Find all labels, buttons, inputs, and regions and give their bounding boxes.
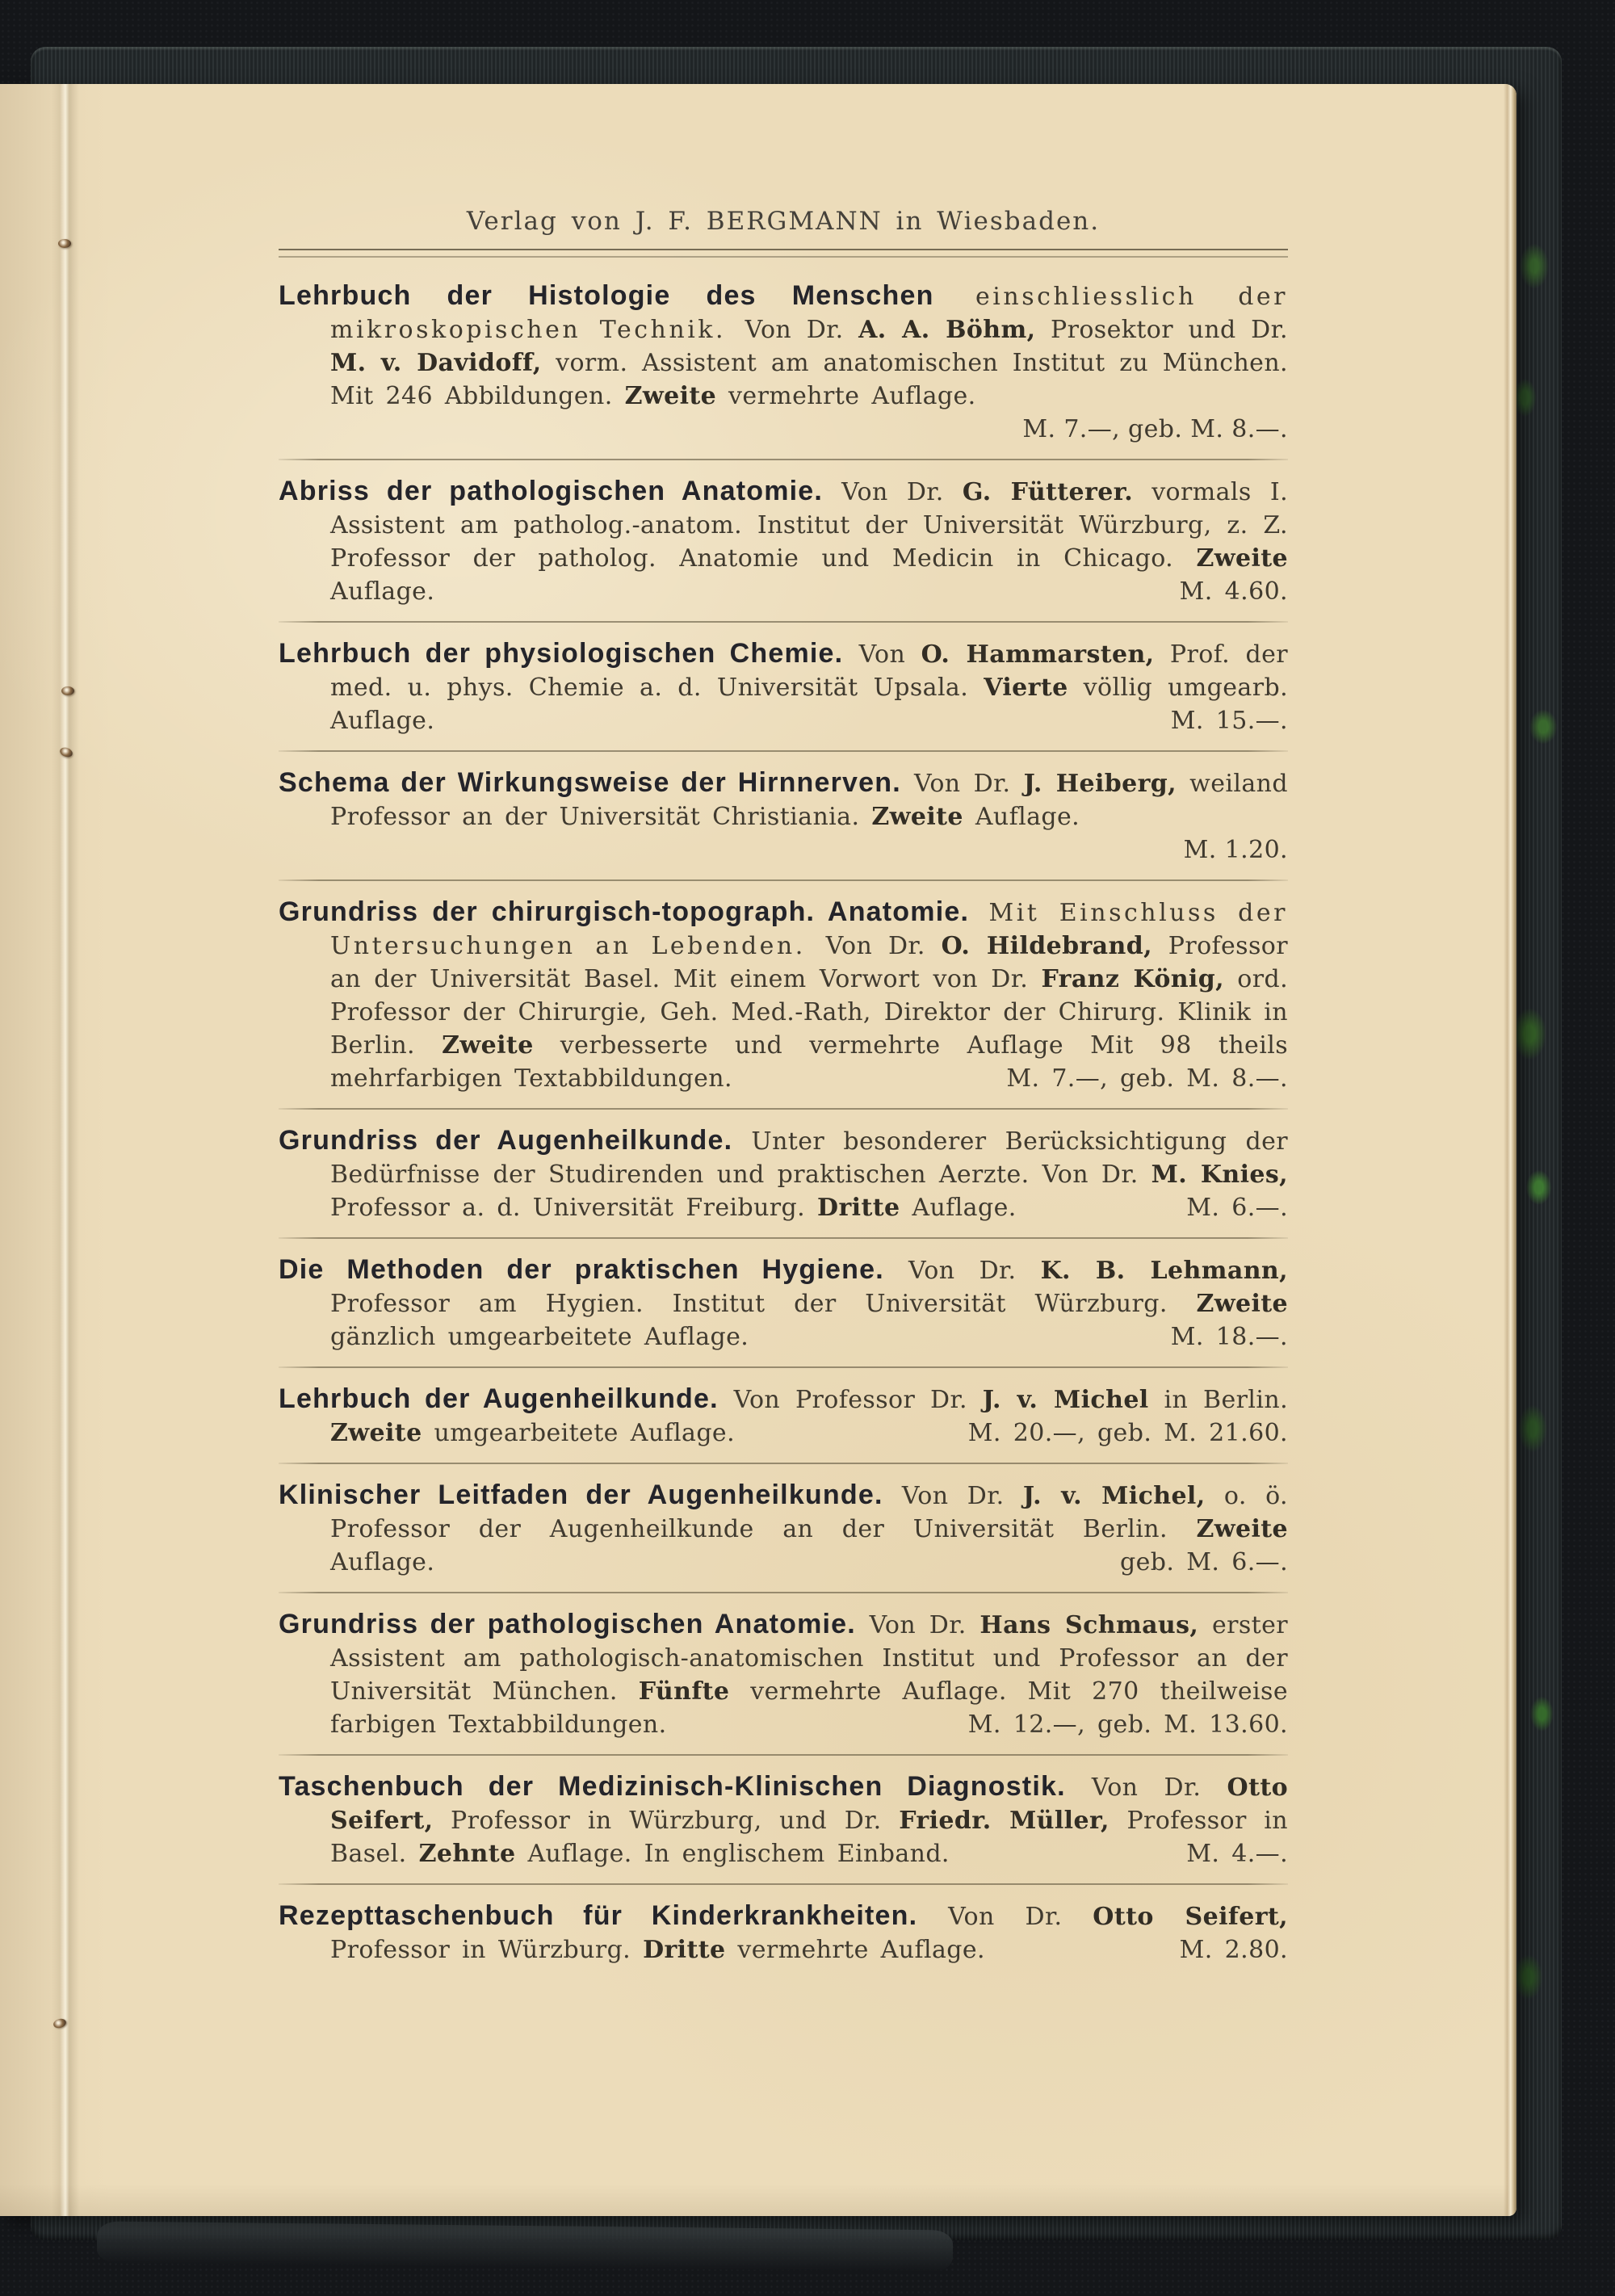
entry-body (279, 638, 1288, 737)
entry-price: M. 4.—. (1186, 1840, 1288, 1868)
entry-text: vermehrte Auflage. Mit 270 theilweise farbigen Textabbildungen. (330, 1677, 1288, 1739)
entry-text: Auflage. (963, 803, 1080, 831)
entry-text: vorm. Assistent am anatomischen Institut zu München. Mit 246 Abbildungen. (330, 349, 1288, 410)
entry-body (279, 767, 1288, 833)
entry-text: Von Dr. (825, 932, 942, 960)
entry-text: Von Professor Dr. (718, 1386, 983, 1414)
book-cover-bottom-edge (97, 2221, 953, 2272)
entry-price: M. 7.—, geb. M. 8.—. (1022, 415, 1288, 443)
entry-divider (279, 1754, 1288, 1756)
catalog-entry (279, 767, 1288, 867)
entry-text: Von (843, 640, 921, 669)
entry-text: M. v. Davidoff, (330, 349, 542, 377)
catalog-entry (279, 1383, 1288, 1450)
rule-line (279, 256, 1288, 258)
page-content (279, 205, 1288, 1967)
entry-divider (279, 1237, 1288, 1239)
entry-text: Otto Seifert, (330, 1773, 1288, 1835)
entry-body (279, 1254, 1288, 1354)
entry-text: vermehrte Auflage. (725, 1936, 985, 1964)
entry-price: M. 1.20. (1183, 836, 1288, 864)
entry-text: ord. Professor der Chirurgie, Geh. Med.-Rath, Direktor der Chirurg. Klinik in Berlin. (330, 965, 1289, 1060)
entry-price: M. 18.—. (1170, 1323, 1288, 1351)
binding-stitch-hole (58, 239, 71, 248)
entry-title: Taschenbuch der Medizinisch-Klinischen Diagnostik. (279, 1771, 1066, 1802)
entry-body (279, 1125, 1288, 1224)
entry-text: Von Dr. (900, 770, 1024, 798)
entry-text: Zweite (442, 1031, 534, 1060)
entry-text: Von Dr. (883, 1257, 1041, 1285)
entry-text: Zweite (1196, 544, 1288, 573)
entry-text: Auflage. (330, 1548, 435, 1576)
entry-text: Auflage. In englischem Einband. (515, 1840, 950, 1868)
entry-body (279, 476, 1288, 608)
catalog-entry (279, 280, 1288, 446)
catalog-entry (279, 1609, 1288, 1741)
entry-text: Professor in Basel. (330, 1807, 1289, 1868)
entry-text: Zweite (330, 1419, 422, 1447)
entry-text: Otto Seifert, (1093, 1903, 1289, 1931)
entry-price: M. 15.—. (1170, 707, 1288, 735)
entry-text: Zweite (624, 382, 717, 410)
book-page (0, 84, 1516, 2216)
entry-body (279, 896, 1288, 1095)
entry-text: Zweite (871, 803, 963, 831)
entry-text: Zweite (1196, 1290, 1288, 1318)
entry-text: gänzlich umgearbeitete Auflage. (330, 1323, 749, 1351)
entry-title: Klinischer Leitfaden der Augenheilkunde. (279, 1480, 883, 1510)
entry-text: völlig umgearb. Auflage. (330, 674, 1289, 735)
entry-body (279, 1383, 1288, 1450)
page-fold-crease (52, 84, 79, 2216)
entry-text: J. Heiberg, (1023, 770, 1177, 798)
catalog-entry (279, 1125, 1288, 1224)
entry-title: Lehrbuch der physiologischen Chemie. (279, 638, 844, 669)
entry-text: Von Dr. (823, 478, 963, 506)
entry-text: Professor in Würzburg, und Dr. (433, 1807, 900, 1835)
entry-text: M. Knies, (1151, 1161, 1289, 1189)
entry-text: umgearbeitete Auflage. (422, 1419, 736, 1447)
entry-divider (279, 1366, 1288, 1368)
entry-text: o. ö. Professor der Augenheilkunde an der Universität Berlin. (330, 1482, 1288, 1543)
binding-stitch-hole (61, 686, 74, 695)
entry-text: Unter besonderer Berücksichtigung der Bedürfnisse der Studirenden und praktischen Aerzte. Von Dr. (330, 1127, 1288, 1189)
entry-text: Mit Einschluss der Untersuchungen an Lebenden. (330, 899, 1288, 960)
entry-text: einschliesslich der mikroskopischen Technik. (330, 283, 1289, 344)
header-double-rule (279, 249, 1288, 258)
entry-price: geb. M. 6.—. (1120, 1548, 1288, 1576)
entry-price: M. 4.60. (1179, 577, 1288, 606)
entry-title: Die Methoden der praktischen Hygiene. (279, 1254, 884, 1285)
entry-text: verbesserte und vermehrte Auflage Mit 98 theils mehrfarbigen Textabbildungen. (330, 1031, 1288, 1093)
entry-text: Von Dr. (917, 1903, 1093, 1931)
entry-text: Von Dr. (745, 316, 859, 344)
catalog-entry (279, 896, 1288, 1095)
entry-divider (279, 1463, 1288, 1464)
entry-divider (279, 621, 1288, 623)
entry-title: Grundriss der Augenheilkunde. (279, 1125, 733, 1156)
entry-body (279, 280, 1288, 413)
entry-text: Prosektor und Dr. (1035, 316, 1288, 344)
page-stack-edge (1504, 84, 1516, 2216)
catalog-entry (279, 476, 1288, 608)
entry-divider (279, 1883, 1288, 1885)
entry-text: Prof. der med. u. phys. Chemie a. d. Universität Upsala. (330, 640, 1288, 702)
entry-text: Hans Schmaus, (979, 1611, 1199, 1639)
entry-title: Lehrbuch der Augenheilkunde. (279, 1383, 719, 1414)
catalog-entry (279, 1480, 1288, 1579)
entry-text: J. v. Michel (982, 1386, 1149, 1414)
entry-text: O. Hammarsten, (921, 640, 1155, 669)
entry-text: Fünfte (638, 1677, 730, 1706)
entry-divider (279, 459, 1288, 460)
entry-divider (279, 750, 1288, 752)
entry-price: M. 6.—. (1186, 1194, 1288, 1222)
entry-title: Grundriss der chirurgisch-topograph. Anatomie. (279, 896, 970, 927)
entry-text: vormals I. Assistent am patholog.-anatom. Institut der Universität Würzburg, z. Z. Professor der patholog. Anatomie und Medicin in Chicago. (330, 478, 1288, 573)
entry-text: Professor am Hygien. Institut der Universität Würzburg. (330, 1290, 1197, 1318)
entry-text: Auflage. (900, 1194, 1017, 1222)
entry-text: A. A. Böhm, (858, 316, 1036, 344)
entry-price: M. 7.—, geb. M. 8.—. (1006, 1064, 1288, 1093)
entry-text: Zehnte (418, 1840, 516, 1868)
entry-text: Von Dr. (883, 1482, 1023, 1510)
entry-text: in Berlin. (1148, 1386, 1289, 1414)
entry-text: vermehrte Auflage. (716, 382, 976, 410)
entry-text: Von Dr. (1065, 1773, 1227, 1802)
entry-text: erster Assistent am pathologisch-anatomischen Institut und Professor an der Universität München. (330, 1611, 1289, 1706)
entry-text: Dritte (643, 1936, 726, 1964)
entry-text: J. v. Michel, (1022, 1482, 1206, 1510)
entry-divider (279, 1108, 1288, 1110)
entry-text: Professor a. d. Universität Freiburg. (330, 1194, 818, 1222)
entry-body (279, 1609, 1288, 1741)
entry-text: Vierte (984, 674, 1068, 702)
entry-text: Friedr. Müller, (899, 1807, 1110, 1835)
entry-text: weiland Professor an der Universität Christiania. (330, 770, 1288, 831)
entry-body (279, 1480, 1288, 1579)
entry-divider (279, 1592, 1288, 1593)
entry-text: Dritte (817, 1194, 900, 1222)
entry-text: Auflage. (330, 577, 435, 606)
entry-body (279, 1900, 1288, 1967)
entry-text: O. Hildebrand, (941, 932, 1152, 960)
catalog-entry (279, 638, 1288, 737)
entry-title: Abriss der pathologischen Anatomie. (279, 476, 824, 506)
catalog-entry (279, 1254, 1288, 1354)
entry-price: M. 2.80. (1179, 1936, 1288, 1964)
entry-list (279, 280, 1288, 1967)
entry-title: Rezepttaschenbuch für Kinderkrankheiten. (279, 1900, 918, 1931)
entry-text: Professor in Würzburg. (330, 1936, 644, 1964)
catalog-entry (279, 1900, 1288, 1967)
entry-text: K. B. Lehmann, (1040, 1257, 1288, 1285)
entry-text: G. Fütterer. (962, 478, 1134, 506)
entry-price: M. 20.—, geb. M. 21.60. (967, 1419, 1288, 1447)
entry-text: Von Dr. (855, 1611, 980, 1639)
entry-body (279, 1771, 1288, 1870)
entry-title: Grundriss der pathologischen Anatomie. (279, 1609, 856, 1639)
entry-title: Schema der Wirkungsweise der Hirnnerven. (279, 767, 901, 798)
entry-price: M. 12.—, geb. M. 13.60. (967, 1710, 1288, 1739)
entry-text: Professor an der Universität Basel. Mit einem Vorwort von Dr. (330, 932, 1288, 993)
catalog-entry (279, 1771, 1288, 1870)
entry-text: Franz König, (1041, 965, 1224, 993)
rule-line (279, 249, 1288, 250)
entry-divider (279, 879, 1288, 881)
entry-text: Zweite (1196, 1515, 1288, 1543)
publisher-header: Verlag von J. F. BERGMANN in Wiesbaden. (466, 207, 1101, 236)
entry-title: Lehrbuch der Histologie des Menschen (279, 280, 934, 311)
